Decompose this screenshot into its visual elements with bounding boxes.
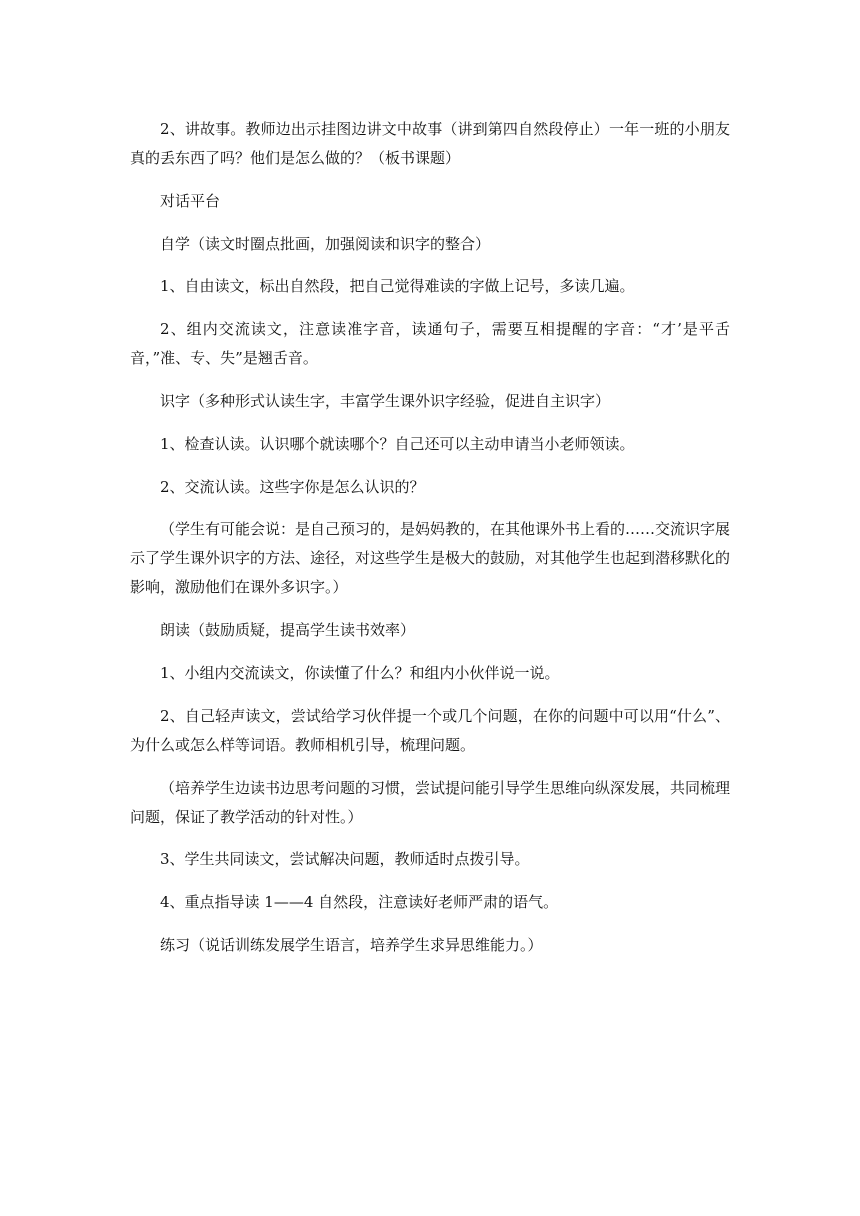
paragraph-check-recognition: 1、检查认读。认识哪个就读哪个？自己还可以主动申请当小老师领读。 [160,434,635,453]
section-heading-literacy: 识字（多种形式认读生字，丰富学生课外识字经验，促进自主识字） [160,391,611,410]
paragraph-free-reading: 1、自由读文，标出自然段，把自己觉得难读的字做上记号，多读几遍。 [160,277,635,296]
section-heading-self-study: 自学（读文时圈点批画，加强阅读和识字的整合） [160,234,491,253]
paragraph-tell-story: 2、讲故事。教师边出示挂图边讲文中故事（讲到第四自然段停止）一年一班的小朋友真的丢东西了吗？他们是怎么做的？（板书课题） [130,120,730,167]
paragraph-key-guidance: 4、重点指导读 1——4 自然段，注意读好老师严肃的语气。 [160,893,559,912]
paragraph-group-exchange: 1、小组内交流读文，你读懂了什么？和组内小伙伴说一说。 [160,663,560,682]
section-heading-dialogue-platform: 对话平台 [160,191,221,210]
document-body [130,115,730,974]
section-heading-reading-aloud: 朗读（鼓励质疑，提高学生读书效率） [160,621,416,640]
section-heading-practice: 练习（说话训练发展学生语言，培养学生求异思维能力。） [160,935,543,954]
paragraph-student-responses-note: （学生有可能会说：是自己预习的，是妈妈教的，在其他课外书上看的……交流识字展示了学生课外识字的方法、途径，对这些学生是极大的鼓励，对其他学生也起到潜移默化的影响，激励他们在课外多识字。） [130,520,731,597]
paragraph-group-reading: 2、组内交流读文，注意读准字音，读通句子，需要互相提醒的字音：“才’是平舌音，”准、专、失”是翘舌音。 [130,320,730,368]
paragraph-solve-problems: 3、学生共同读文，尝试解决问题，教师适时点拨引导。 [160,850,530,869]
paragraph-ask-questions: 2、自己轻声读文，尝试给学习伙伴提一个或几个问题，在你的问题中可以用“什么”、为什么或怎么样等词语。教师相机引导，梳理问题。 [130,706,730,754]
paragraph-thinking-habit-note: （培养学生边读书边思考问题的习惯，尝试提问能引导学生思维向纵深发展，共同梳理问题，保证了教学活动的针对性。） [130,778,731,826]
paragraph-exchange-recognition: 2、交流认读。这些字你是怎么认识的？ [160,477,425,496]
